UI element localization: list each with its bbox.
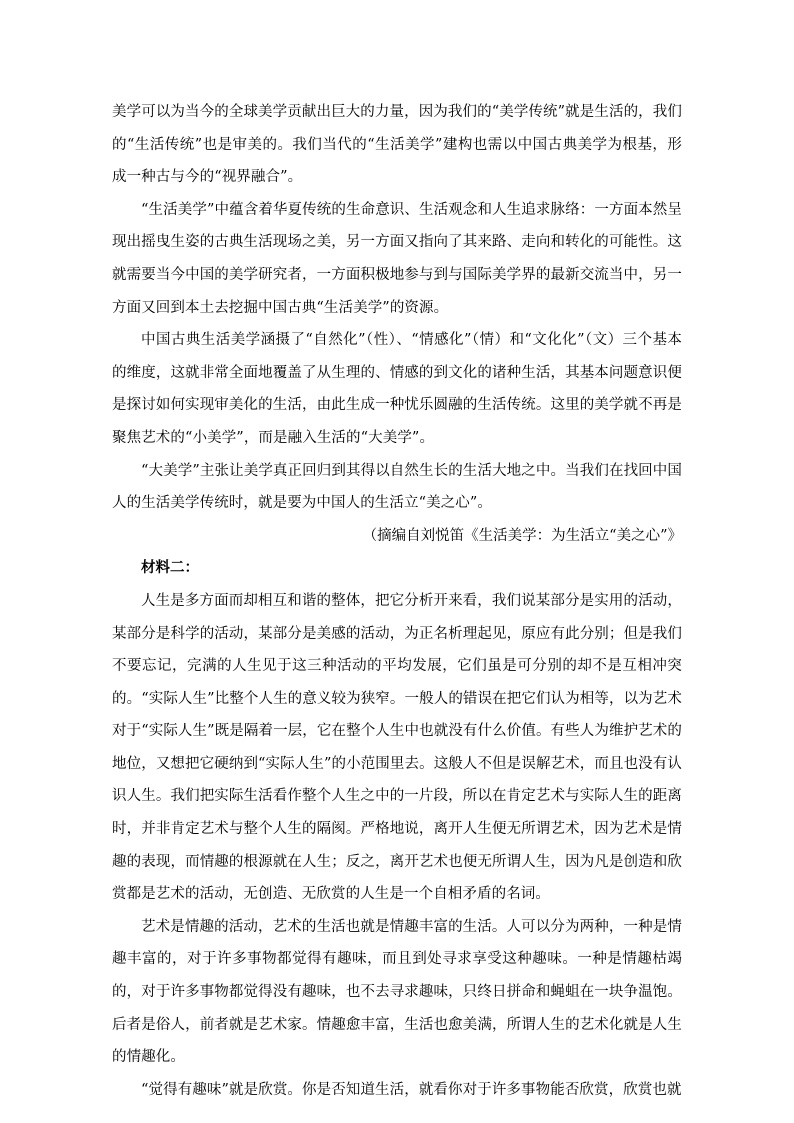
paragraph-continued: 美学可以为当今的全球美学贡献出巨大的力量，因为我们的“美学传统”就是生活的，我们的“生活传统”也是审美的。我们当代的“生活美学”建构也需以中国古典美学为根基，形成一种古与今的“视界融合”。	[112, 104, 682, 186]
source-citation: （摘编自刘悦笛《生活美学：为生活立“美之心”》	[362, 527, 682, 544]
paragraph: “大美学”主张让美学真正回归到其得以自然生长的生活大地之中。当我们在找回中国人的生活美学传统时，就是要为中国人的生活立“美之心”。	[112, 462, 682, 512]
paragraph: “觉得有趣味”就是欣赏。你是否知道生活，就看你对于许多事物能否欣赏，欣赏也就	[141, 1081, 682, 1098]
document-page	[112, 96, 682, 1106]
paragraph: 艺术是情趣的活动，艺术的生活也就是情趣丰富的生活。人可以分为两种，一种是情趣丰富的，对于许多事物都觉得有趣味，而且到处寻求享受这种趣味。一种是情趣枯竭的，对于许多事物都觉得没有趣味，也不去寻求趣味，只终日拼命和蝇蛆在一块争温饱。后者是俗人，前者就是艺术家。情趣愈丰富，生活也愈美满，所谓人生的艺术化就是人生的情趣化。	[112, 918, 682, 1066]
paragraph: “生活美学”中蕴含着华夏传统的生命意识、生活观念和人生追求脉络：一方面本然呈现出摇曳生姿的古典生活现场之美，另一方面又指向了其来路、走向和转化的可能性。这就需要当今中国的美学研究者，一方面积极地参与到与国际美学界的最新交流当中，另一方面又回到本土去挖掘中国古典“生活美学”的资源。	[112, 201, 682, 316]
section-heading: 材料二：	[141, 559, 199, 577]
paragraph: 中国古典生活美学涵摄了“自然化”（性）、“情感化”（情）和“文化化”（文）三个基本的维度，这就非常全面地覆盖了从生理的、情感的到文化的诸种生活，其基本问题意识便是探讨如何实现审美化的生活，由此生成一种忧乐圆融的生活传统。这里的美学就不再是聚焦艺术的“小美学”，而是融入生活的“大美学”。	[112, 332, 682, 446]
paragraph: 人生是多方面而却相互和谐的整体，把它分析开来看，我们说某部分是实用的活动，某部分是科学的活动，某部分是美感的活动，为正名析理起见，原应有此分别；但是我们不要忘记，完满的人生见于这三种活动的平均发展，它们虽是可分别的却不是互相冲突的。“实际人生”比整个人生的意义较为狭窄。一般人的错误在把它们认为相等，以为艺术对于“实际人生”既是隔着一层，它在整个人生中也就没有什么价值。有些人为维护艺术的地位，又想把它硬纳到“实际人生”的小范围里去。这般人不但是误解艺术，而且也没有认识人生。我们把实际生活看作整个人生之中的一片段，所以在肯定艺术与实际人生的距离时，并非肯定艺术与整个人生的隔阂。严格地说，离开人生便无所谓艺术，因为艺术是情趣的表现，而情趣的根源就在人生；反之，离开艺术也便无所谓人生，因为凡是创造和欣赏都是艺术的活动，无创造、无欣赏的人生是一个自相矛盾的名词。	[112, 592, 682, 903]
